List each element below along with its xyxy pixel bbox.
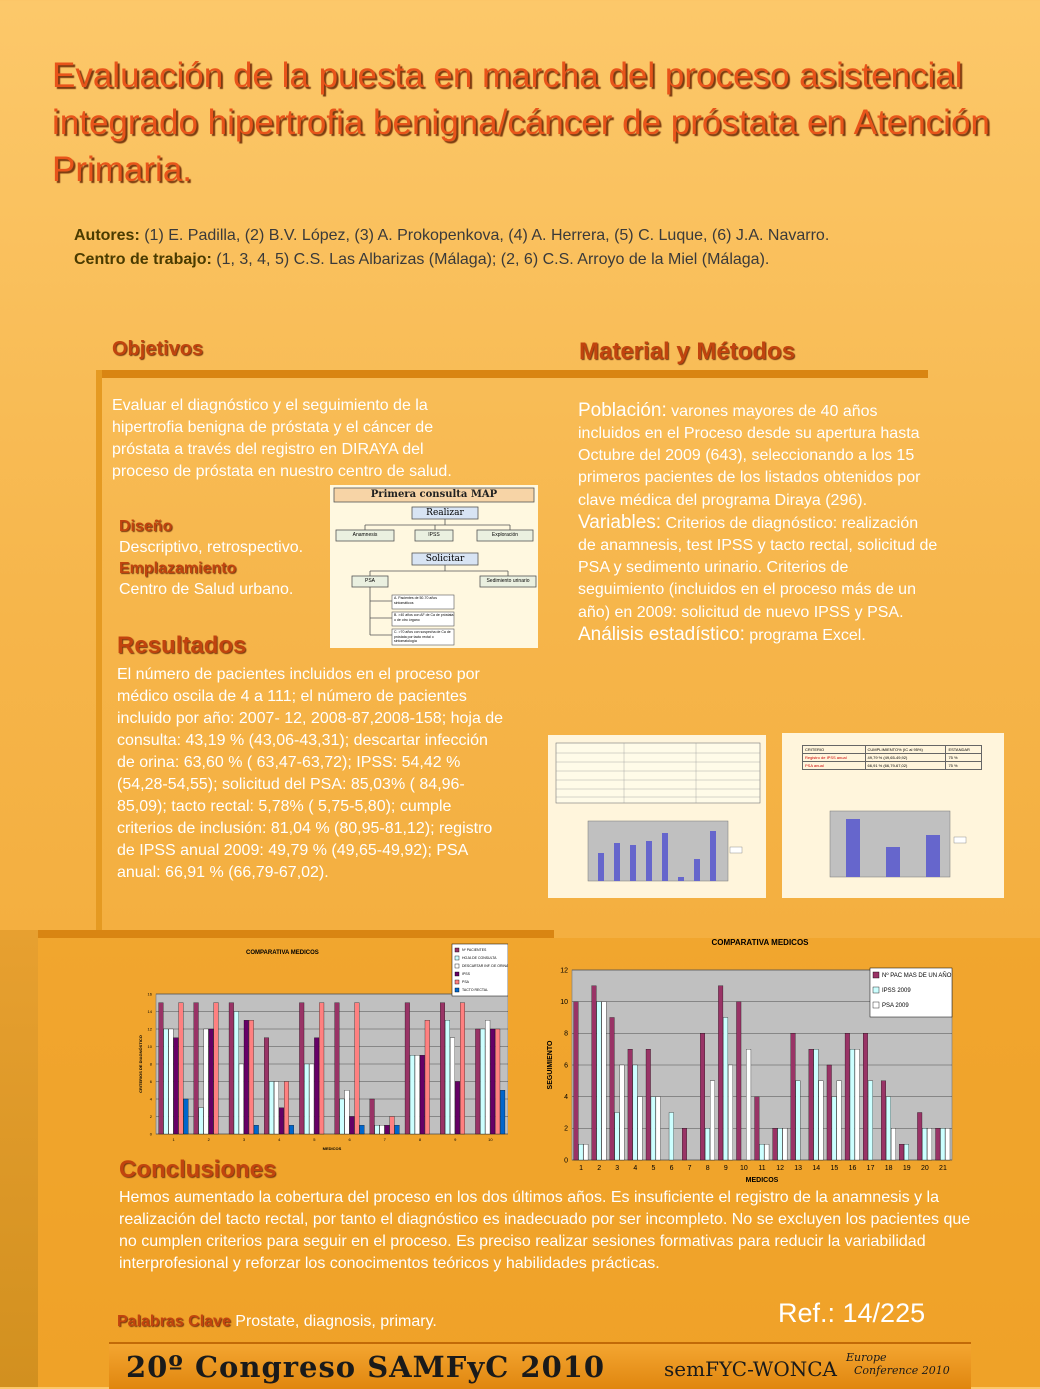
bar (164, 1029, 169, 1134)
bar (723, 1018, 728, 1161)
bar (360, 1125, 365, 1134)
chart-seguimiento-svg (540, 934, 960, 1196)
flow-a: A. Pacientes de 50-70 años sintomáticos (394, 596, 438, 605)
bar (244, 1020, 249, 1134)
bar (304, 1064, 309, 1134)
bar (755, 1097, 760, 1160)
variables-text: Criterios de diagnóstico: realización de anamnesis, test IPSS y tacto rectal, solicitud de PSA y sedimento urinario. Criterios de seguimiento (incluidos en el proceso más de un año) en 2009: solicitud de nuevo IPSS y PSA. (578, 515, 938, 621)
y-tick-label: 0 (149, 1131, 152, 1137)
bar (620, 1065, 625, 1160)
y-tick-label: 12 (147, 1026, 152, 1032)
x-tick-label: 3 (615, 1165, 620, 1172)
bar (656, 1097, 661, 1160)
reference-number: Ref.: 14/225 (778, 1298, 926, 1328)
x-tick-label: 3 (242, 1137, 246, 1142)
bar (490, 1029, 495, 1134)
bar (917, 1113, 922, 1161)
congress-title: 20º Congreso SAMFyC 2010 (126, 1350, 606, 1384)
x-tick-label: 11 (758, 1165, 766, 1172)
chart-seguimiento-title: COMPARATIVA MEDICOS (711, 938, 809, 947)
bar (264, 1038, 269, 1134)
bar (279, 1108, 284, 1134)
bar (597, 1002, 602, 1160)
bar (455, 1082, 460, 1135)
center-text: (1, 3, 4, 5) C.S. Las Albarizas (Málaga); (2, 6) C.S. Arroyo de la Miel (Málaga). (211, 251, 770, 268)
legend-label: HOJA DE CONSULTA (462, 956, 497, 960)
bar (718, 986, 723, 1160)
bar (395, 1125, 400, 1134)
x-tick-label: 2 (597, 1165, 602, 1172)
authors-text: (1) E. Padilla, (2) B.V. López, (3) A. Prokopenkova, (4) A. Herrera, (5) C. Luque, (6) J.A. Navarro. (139, 227, 830, 244)
bar (809, 1049, 814, 1160)
bar (199, 1108, 204, 1134)
bar (736, 1002, 741, 1160)
conference-label: Conference 2010 (854, 1364, 950, 1377)
bar (194, 1003, 199, 1134)
x-axis-label: MEDICOS (745, 1177, 779, 1184)
bar (783, 1128, 788, 1160)
variables-label: Variables: (578, 512, 662, 533)
bar (174, 1038, 179, 1134)
bar (574, 1002, 579, 1160)
bar (420, 1055, 425, 1134)
bar (229, 1003, 234, 1134)
y-tick-label: 6 (149, 1078, 152, 1084)
keywords-label: Palabras Clave (117, 1313, 231, 1330)
europe-label: Europe (846, 1351, 887, 1364)
bar (886, 1097, 891, 1160)
bar (309, 1064, 314, 1134)
bar (335, 1003, 340, 1134)
x-tick-label: 13 (794, 1165, 803, 1172)
x-tick-label: 5 (313, 1137, 316, 1142)
bar (669, 1113, 674, 1161)
y-tick-label: 10 (560, 999, 568, 1006)
bar (410, 1055, 415, 1134)
legend-swatch (455, 972, 459, 976)
y-tick-label: 4 (564, 1094, 568, 1101)
x-tick-label: 4 (278, 1137, 281, 1142)
emplazamiento-text: Centro de Salud urbano. (119, 581, 294, 598)
keywords (117, 1313, 437, 1331)
x-tick-label: 20 (920, 1165, 929, 1172)
bar (460, 1003, 465, 1134)
bar (610, 1018, 615, 1161)
bar (945, 1128, 950, 1160)
emplazamiento-label: Emplazamiento (119, 560, 237, 577)
bar (778, 1128, 783, 1160)
bar (445, 1020, 450, 1134)
bar (380, 1125, 385, 1134)
bar (169, 1029, 174, 1134)
criteria-row-0-cell-1: 49,79 % (49,65-49,92) (865, 754, 946, 762)
authors-label: Autores: (74, 227, 140, 244)
x-tick-label: 12 (776, 1165, 784, 1172)
flow-title: Primera consulta MAP (370, 489, 498, 500)
poblacion-label: Población: (578, 400, 667, 421)
flow-solicitar: Solicitar (425, 554, 465, 564)
flow-c: C. >70 años con sospecha de Ca de próstata por tacto rectal o sintomatología (394, 630, 451, 643)
criteria-row-1-cell-0: PSA anual (803, 762, 866, 770)
bar (579, 1144, 584, 1160)
bar (179, 1003, 184, 1134)
diseno-text: Descriptivo, retrospectivo. (119, 539, 304, 556)
criteria-row-0-cell-2: 75 % (946, 754, 982, 762)
section-divider-top (96, 370, 928, 378)
x-tick-label: 8 (418, 1137, 422, 1142)
bar (791, 1033, 796, 1160)
y-tick-label: 2 (149, 1113, 152, 1119)
legend-label: PSA (462, 980, 470, 984)
legend-label: TACTO RECTAL (462, 988, 489, 992)
legend-swatch (455, 948, 459, 952)
flow-b: B. >40 años con AF de Ca de próstata o de otro órgano (394, 613, 454, 622)
results-figure-2 (782, 733, 1004, 898)
chart-seguimiento (540, 934, 960, 1196)
criteria-header-0: CRITERIO (803, 746, 866, 754)
bar (615, 1113, 620, 1161)
bar (705, 1128, 710, 1160)
y-axis-label: CRITERIOS DE DIAGNÓSTICO (138, 1035, 143, 1093)
y-tick-label: 2 (564, 1125, 568, 1133)
chart-criterios (136, 942, 508, 1160)
bar (485, 1020, 490, 1134)
bar (796, 1081, 801, 1160)
flow-psa: PSA (364, 578, 375, 584)
bar (773, 1128, 778, 1160)
bar (299, 1003, 304, 1134)
bar (837, 1081, 842, 1160)
bar (375, 1125, 380, 1134)
bar (819, 1081, 824, 1160)
flow-ipss: IPSS (428, 532, 440, 538)
resultados-text: El número de pacientes incluidos en el proceso por médico oscila de 4 a 111; el número de pacientes incluido por año: 2007- 12, 2008-87,2008-158; hoja de consulta: 43,19 % (43,06-43,31); descartar infección de orina: 63,60 % ( 63,47-63,72); IPSS: 54,42 % (54,28-54,55); solicitud del PSA: 85,03% ( 84,96-85,09); tacto rectal: 5,78% ( 5,75-5,80); cumple criterios de inclusión: 81,04 % (80,95-81,12); registro de IPSS anual 2009: 49,79 % (49,65-49,92); PSA anual: 66,91 % (66,79-67,02). (117, 666, 504, 881)
legend-label: IPSS (462, 972, 470, 976)
x-tick-label: 6 (669, 1165, 674, 1172)
bar (234, 1012, 239, 1135)
chart-criterios-svg (136, 942, 508, 1160)
center-label: Centro de trabajo: (74, 251, 212, 268)
x-tick-label: 21 (939, 1165, 947, 1172)
bar (390, 1117, 395, 1135)
bar (480, 1029, 485, 1134)
bar (845, 1033, 850, 1160)
bar (405, 1003, 410, 1134)
legend-swatch (455, 988, 459, 992)
x-tick-label: 4 (633, 1165, 638, 1172)
bar (269, 1082, 274, 1135)
diseno-block (119, 516, 339, 600)
bar (319, 1003, 324, 1134)
x-tick-label: 10 (488, 1137, 493, 1142)
bar (855, 1049, 860, 1160)
y-tick-label: 8 (149, 1061, 152, 1067)
bar (415, 1055, 420, 1134)
bar (475, 1029, 480, 1134)
bar (425, 1020, 430, 1134)
flow-realizar: Realizar (426, 508, 464, 518)
bar (764, 1144, 769, 1160)
bar (440, 1003, 445, 1134)
bar (814, 1049, 819, 1160)
y-tick-label: 12 (560, 967, 568, 975)
material-heading: Material y Métodos (579, 338, 796, 365)
criteria-row-1-cell-1: 66,91 % (66,79-67,02) (865, 762, 946, 770)
y-tick-label: 0 (564, 1157, 568, 1165)
bar (927, 1128, 932, 1160)
material-text (578, 400, 938, 647)
bar (500, 1090, 505, 1134)
bar (922, 1128, 927, 1160)
x-tick-label: 14 (812, 1165, 821, 1172)
bar (881, 1081, 886, 1160)
y-tick-label: 16 (147, 991, 152, 997)
resultados-heading: Resultados (117, 632, 247, 659)
bar (700, 1033, 705, 1160)
x-tick-label: 1 (172, 1137, 175, 1142)
bar (340, 1099, 345, 1134)
bar (274, 1082, 279, 1135)
criteria-row-1-cell-2: 75 % (946, 762, 982, 770)
bar (863, 1033, 868, 1160)
legend-swatch (873, 987, 879, 993)
x-tick-label: 16 (848, 1165, 857, 1172)
x-tick-label: 5 (651, 1165, 656, 1172)
x-tick-label: 17 (866, 1165, 875, 1172)
legend-label: Nº PAC MAS DE UN AÑO (882, 973, 952, 979)
diseno-label: Diseño (119, 518, 173, 535)
wonca-logo-text: semFYC-WONCA (664, 1357, 837, 1381)
bar (249, 1020, 254, 1134)
y-tick-label: 8 (564, 1030, 568, 1038)
flow-anamnesis: Anamnesis (352, 532, 378, 538)
bar (209, 1029, 214, 1134)
bar (450, 1038, 455, 1134)
bar (159, 1003, 164, 1134)
bar (904, 1144, 909, 1160)
bar (899, 1144, 904, 1160)
bar (184, 1099, 189, 1134)
legend-swatch (873, 1002, 879, 1008)
x-tick-label: 7 (687, 1165, 692, 1172)
bar (682, 1128, 687, 1160)
bar (289, 1125, 294, 1134)
x-tick-label: 2 (207, 1137, 210, 1142)
x-tick-label: 9 (454, 1137, 457, 1142)
legend-label: PSA 2009 (882, 1003, 909, 1009)
bar (646, 1049, 651, 1160)
bar (284, 1082, 289, 1135)
flow-exploracion: Exploración (491, 532, 519, 538)
bar (746, 1049, 751, 1160)
conclusiones-heading: Conclusiones (119, 1156, 277, 1183)
legend-swatch (455, 956, 459, 960)
bar (602, 1002, 607, 1160)
results-figure-1 (548, 735, 766, 898)
x-tick-label: 1 (579, 1165, 584, 1172)
section-divider-left (96, 370, 102, 930)
x-tick-label: 9 (723, 1165, 728, 1172)
y-tick-label: 10 (147, 1043, 152, 1049)
legend-swatch (455, 980, 459, 984)
section-divider-mid (34, 930, 554, 938)
x-tick-label: 15 (830, 1165, 839, 1172)
x-tick-label: 19 (902, 1165, 911, 1172)
x-tick-label: 7 (383, 1137, 386, 1142)
bar (868, 1081, 873, 1160)
poblacion-text: varones mayores de 40 años incluidos en el Proceso desde su apertura hasta Octubre del 2009 (643), seleccionando a los 15 primeros pacientes de los listados obtenidos por clave médica del programa Diraya (296). (578, 403, 921, 509)
criteria-header-1: CUMPLIMIENTO% (IC al 95%) (865, 746, 946, 754)
flow-sedimento: Sedimiento urinario (486, 578, 530, 584)
legend-label: IPSS 2009 (882, 988, 911, 994)
bar (651, 1097, 656, 1160)
objetivos-heading: Objetivos (112, 338, 204, 360)
bar (827, 1065, 832, 1160)
bar (204, 1029, 209, 1134)
flowchart-figure (330, 485, 538, 648)
bar (254, 1125, 259, 1134)
objetivos-text: Evaluar el diagnóstico y el seguimiento de la hipertrofia benigna de próstata y el cáncer de próstata a través del registro en DIRAYA del proceso de próstata en nuestro centro de salud. (112, 397, 452, 480)
legend-swatch (455, 964, 459, 968)
bar (940, 1128, 945, 1160)
x-tick-label: 10 (740, 1165, 748, 1172)
bar (370, 1099, 375, 1134)
europe-conference-text (842, 1351, 950, 1377)
bar (355, 1003, 360, 1134)
poster-title: Evaluación de la puesta en marcha del proceso asistencial integrado hipertrofia benigna/cáncer de próstata en Atención Primaria. (52, 56, 990, 189)
authors-block (74, 224, 974, 272)
bar (385, 1125, 390, 1134)
bar (832, 1097, 837, 1160)
bar (495, 1029, 500, 1134)
bar (239, 1064, 244, 1134)
legend-label: Nº PACIENTES (462, 948, 487, 952)
y-tick-label: 6 (564, 1062, 568, 1070)
x-tick-label: 6 (348, 1137, 351, 1142)
bar (850, 1049, 855, 1160)
bar (760, 1144, 765, 1160)
bar (314, 1038, 319, 1134)
bar (633, 1065, 638, 1160)
bar (628, 1049, 633, 1160)
y-axis-label: SEGUIMIENTO (547, 1040, 554, 1090)
y-tick-label: 14 (147, 1008, 152, 1014)
left-strip (0, 930, 38, 1387)
bar (350, 1117, 355, 1135)
criteria-row-0-cell-0: Registro de IPSS anual (803, 754, 866, 762)
bar (638, 1097, 643, 1160)
keywords-text: Prostate, diagnosis, primary. (230, 1313, 437, 1330)
legend-swatch (873, 972, 879, 978)
analisis-label: Análisis estadístico: (578, 624, 745, 645)
x-tick-label: 8 (705, 1165, 710, 1172)
bar (710, 1081, 715, 1160)
criteria-header-2: ESTANDAR (946, 746, 982, 754)
y-tick-label: 4 (149, 1096, 152, 1102)
bar (214, 1003, 219, 1134)
x-tick-label: 18 (884, 1165, 893, 1172)
x-axis-label: MEDICOS (322, 1146, 342, 1151)
bar (584, 1144, 589, 1160)
bar (592, 986, 597, 1160)
analisis-text: programa Excel. (744, 627, 866, 644)
bar (728, 1065, 733, 1160)
bar (936, 1128, 941, 1160)
bar (345, 1090, 350, 1134)
conclusiones-text: Hemos aumentado la cobertura del proceso en los dos últimos años. Es insuficiente el registro de la anamnesis y la realización del tacto rectal, por tanto el diagnóstico es inadecuado por ser incompleto. No se excluyen los pacientes que no cumplen criterios para seguir en el proceso. Es preciso realizar sesiones formativas para reducir la variabilidad interprofesional y reforzar los conocimentos teóricos y habilidades prácticas. (119, 1189, 971, 1272)
bar (891, 1128, 896, 1160)
legend-label: DESCARTAR INF. DE ORINA (462, 964, 508, 968)
chart-criterios-title: COMPARATIVA MEDICOS (246, 950, 319, 956)
